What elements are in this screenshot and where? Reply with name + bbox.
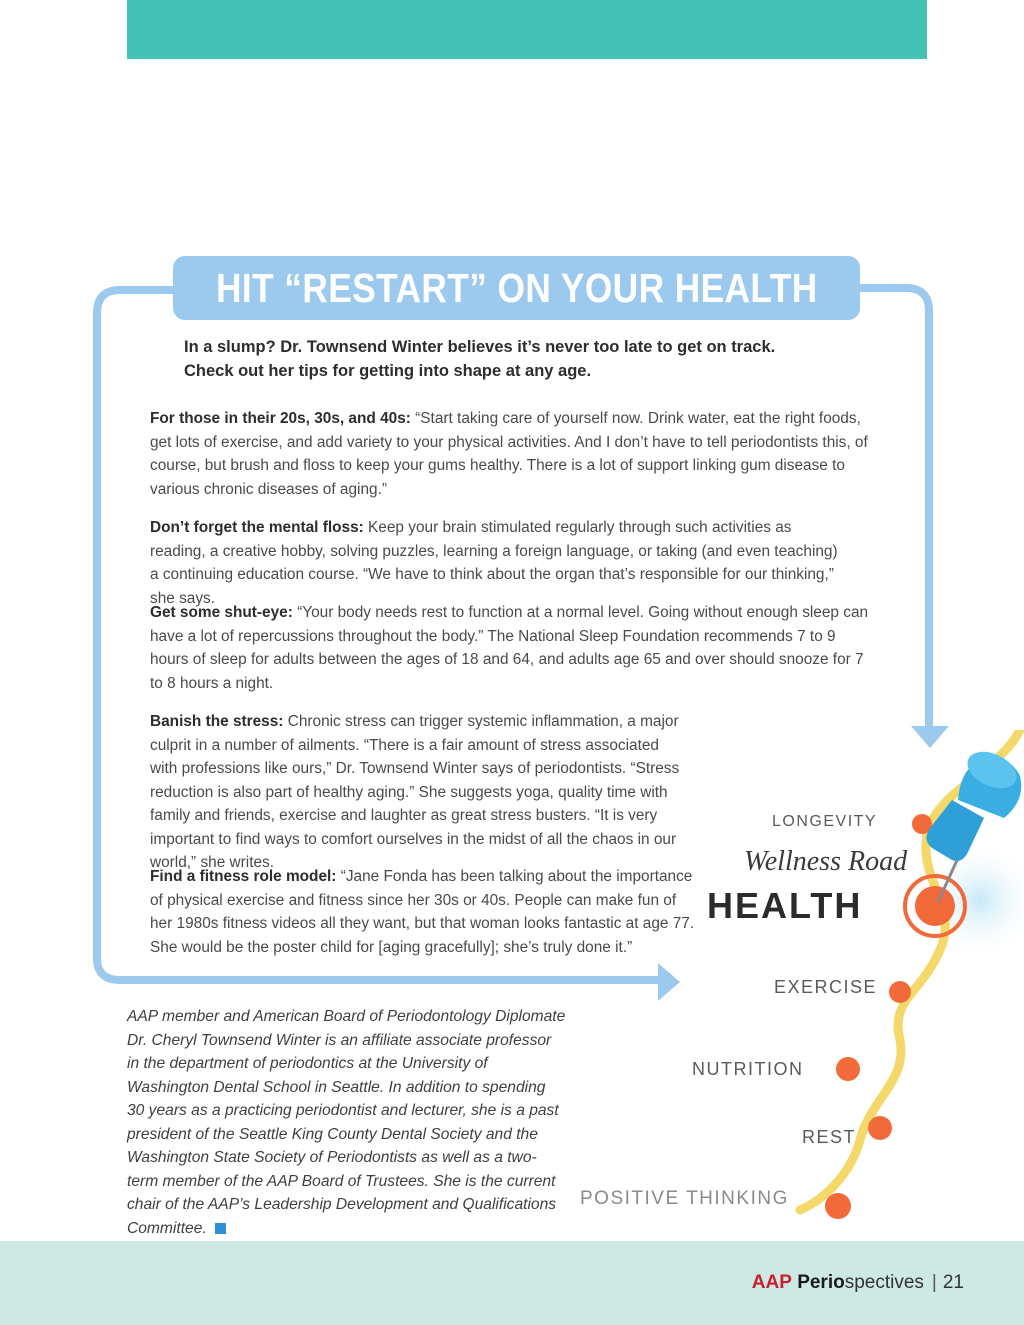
tip-paragraph xyxy=(150,601,874,695)
road-title: Wellness Road xyxy=(744,846,908,877)
tip-lead: Find a fitness role model: xyxy=(150,868,337,885)
dot-rest xyxy=(868,1116,892,1140)
author-bio xyxy=(127,1005,567,1240)
tip-text: Keep your brain stimulated regularly through such activities as reading, a creative hobby, solving puzzles, learning a foreign language, or taking (and even teaching) a continuing education course. “We have to think about the organ that’s responsible for our thinking,” she says. xyxy=(150,519,838,607)
dot-nutrition xyxy=(836,1057,860,1081)
dot-positive xyxy=(825,1193,851,1219)
tip-lead: Get some shut-eye: xyxy=(150,604,293,621)
tip-text: Chronic stress can trigger systemic inflammation, a major culprit in a number of ailments. “There is a fair amount of stress associated with professions like ours,” Dr. Townsend Winter says of periodontists. “Stress reduction is also part of healthy aging.” She suggests yoga, quality time with family and friends, exercise and laughter as great stress busters. “It is very important to find ways to comfort ourselves in the midst of all the chaos in our world,” she writes. xyxy=(150,713,680,871)
tip-lead: For those in their 20s, 30s, and 40s: xyxy=(150,410,411,427)
road-label-exercise: EXERCISE xyxy=(774,977,878,997)
road-label-positive-thinking: POSITIVE THINKING xyxy=(580,1188,789,1209)
page-number: 21 xyxy=(942,1272,964,1293)
banner xyxy=(173,256,860,320)
banner-title: HIT “RESTART” ON YOUR HEALTH xyxy=(215,264,818,311)
road-label-longevity: LONGEVITY xyxy=(772,813,878,830)
dot-health xyxy=(915,886,955,926)
road-label-nutrition: NUTRITION xyxy=(692,1059,804,1079)
tip-lead: Don’t forget the mental floss: xyxy=(150,519,364,536)
road-label-rest: REST xyxy=(802,1127,857,1147)
footer-brand-aap: AAP xyxy=(751,1272,792,1293)
intro-line-2: Check out her tips for getting into shape at any age. xyxy=(184,361,592,380)
tip-paragraph xyxy=(150,516,850,610)
tip-lead: Banish the stress: xyxy=(150,713,284,730)
tip-paragraph xyxy=(150,407,874,501)
tip-text: “Your body needs rest to function at a normal level. Going without enough sleep can have a lot of repercussions throughout the body.” The National Sleep Foundation recommends 7 to 9 hours of sleep for adults between the ages of 18 and 64, and adults age 65 and over should snooze for 7 to 8 hours a night. xyxy=(150,604,869,692)
road-label-health: HEALTH xyxy=(707,885,863,926)
dot-exercise xyxy=(889,981,911,1003)
intro xyxy=(184,336,824,383)
end-mark-icon xyxy=(215,1223,226,1234)
footer-brand-perio: Perio xyxy=(797,1272,845,1293)
footer xyxy=(752,1272,964,1294)
intro-line-1: In a slump? Dr. Townsend Winter believes it’s never too late to get on track. xyxy=(184,338,776,356)
tip-text: “Start taking care of yourself now. Drink water, eat the right foods, get lots of exercise, and add variety to your physical activities. And I don’t have to tell periodontists this, of course, but brush and floss to keep your gums healthy. There is a lot of support linking gum disease to various chronic diseases of aging.” xyxy=(150,410,868,498)
author-bio-text: AAP member and American Board of Periodontology Diplomate Dr. Cheryl Townsend Winter is an affiliate associate professor in the department of periodontics at the University of Washington Dental School in Seattle. In addition to spending 30 years as a practicing periodontist and lecturer, she is a past president of the Seattle King County Dental Society and the Washington State Society of Periodontists as well as a two-term member of the AAP Board of Trustees. She is the current chair of the AAP’s Leadership Development and Qualifications Committee. xyxy=(127,1008,566,1237)
footer-brand-spectives: spectives xyxy=(844,1272,924,1293)
footer-separator: | xyxy=(931,1272,937,1293)
tip-text: “Jane Fonda has been talking about the importance of physical exercise and fitness since her 30s or 40s. People can make fun of her 1980s fitness videos all they want, but that woman looks fantastic at age 77. She would be the poster child for [aging gracefully]; she’s truly done it.” xyxy=(150,868,695,956)
